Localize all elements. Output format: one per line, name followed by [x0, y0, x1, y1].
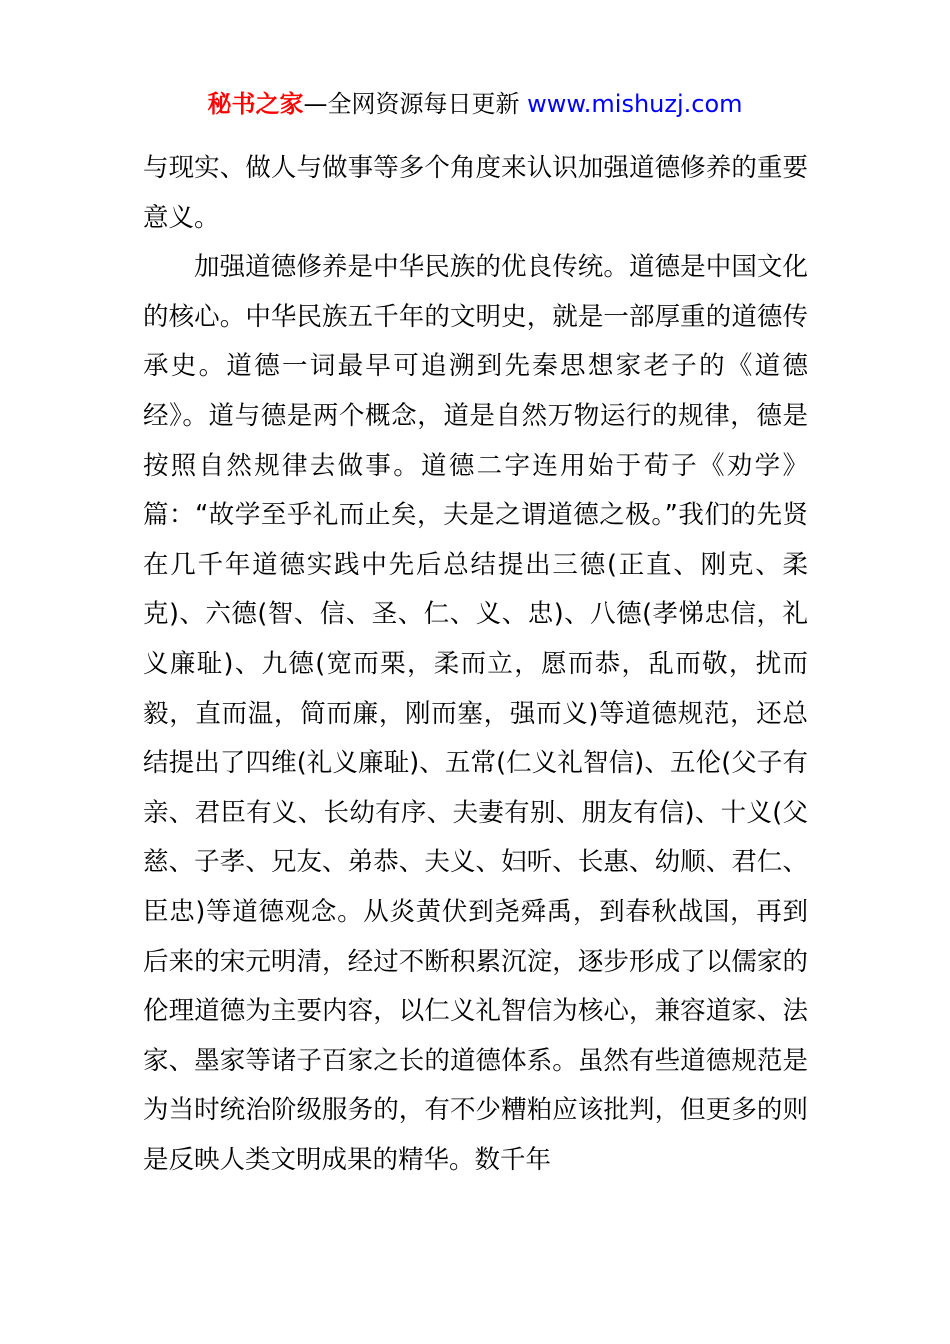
site-brand: 秘书之家 [207, 90, 304, 118]
paragraph-continued: 与现实、做人与做事等多个角度来认识加强道德修养的重要意义。 [143, 153, 808, 233]
document-body [143, 144, 808, 1185]
site-url[interactable]: www.mishuzj.com [527, 90, 743, 118]
paragraph: 加强道德修养是中华民族的优良传统。道德是中国文化的核心。中华民族五千年的文明史，就是一部厚重的道德传承史。道德一词最早可追溯到先秦思想家老子的《道德经》。道与德是两个概念，道是自然万物运行的规律，德是按照自然规律去做事。道德二字连用始于荀子《劝学》篇：“故学至乎礼而止矣，夫是之谓道德之极。”我们的先贤在几千年道德实践中先后总结提出三德(正直、刚克、柔克)、六德(智、信、圣、仁、义、忠)、八德(孝悌忠信，礼义廉耻)、九德(宽而栗，柔而立，愿而恭，乱而敬，扰而毅，直而温，简而廉，刚而塞，强而义)等道德规范，还总结提出了四维(礼义廉耻)、五常(仁义礼智信)、五伦(父子有亲、君臣有义、长幼有序、夫妻有别、朋友有信)、十义(父慈、子孝、兄友、弟恭、夫义、妇听、长惠、幼顺、君仁、臣忠)等道德观念。从炎黄伏到尧舜禹，到春秋战国，再到后来的宋元明清，经过不断积累沉淀，逐步形成了以儒家的伦理道德为主要内容，以仁义礼智信为核心，兼容道家、法家、墨家等诸子百家之长的道德体系。虽然有些道德规范是为当时统治阶级服务的，有不少糟粕应该批判，但更多的则是反映人类文明成果的精华。数千年 [143, 252, 808, 1175]
page-header [0, 86, 950, 122]
header-tagline: —全网资源每日更新 [303, 90, 528, 118]
